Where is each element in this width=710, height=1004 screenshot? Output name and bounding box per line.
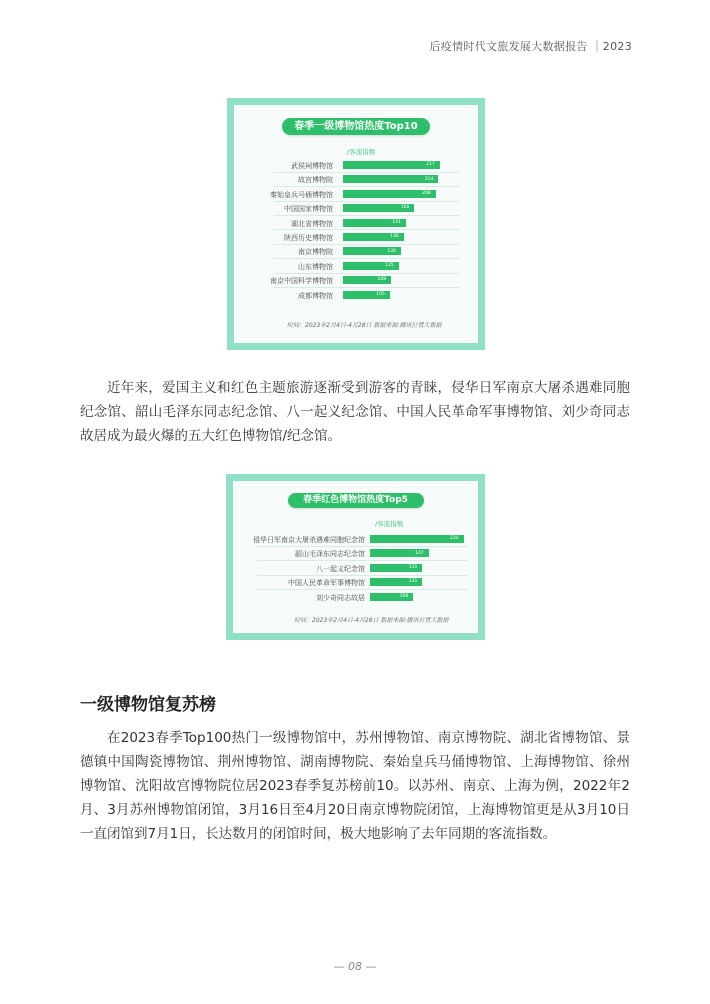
- chart-unit-label: /客流指数: [375, 520, 404, 528]
- bar-value-label: 108: [399, 593, 409, 599]
- bar-track: [370, 564, 466, 572]
- bar-value-label: 214: [424, 176, 434, 182]
- bar-track: [370, 549, 466, 557]
- bar-category-label: 侵华日军南京大屠杀遇难同胞纪念馆: [253, 536, 365, 544]
- bar-track: [343, 291, 450, 299]
- chart-title: 春季红色博物馆热度Top5: [288, 493, 424, 508]
- bar-track: [343, 233, 450, 241]
- bar-category-label: 南京博物院: [298, 248, 333, 257]
- bar-row: [233, 590, 478, 604]
- bar: [343, 247, 401, 255]
- bar: [370, 549, 429, 557]
- bar-category-label: 中国人民革命军事博物馆: [288, 579, 365, 588]
- chart-title: 春季一级博物馆热度Top10: [282, 118, 430, 135]
- chart-source-note: 时间：2023年2月4日-4月28日 数据来源:腾讯位置大数据: [294, 617, 449, 624]
- bar-track: [370, 535, 466, 543]
- bar-value-label: 160: [400, 205, 410, 211]
- bar-category-label: 秦始皇兵马俑博物馆: [270, 190, 333, 199]
- bar-row: [234, 288, 478, 302]
- bar-value-label: 147: [415, 550, 424, 556]
- bar-value-label: 130: [387, 248, 396, 254]
- bar-value-label: 217: [426, 162, 435, 168]
- bar-value-label: 105: [376, 291, 385, 297]
- bar: [343, 262, 399, 270]
- chart-source-note: 时间：2023年2月4日-4月28日 数据来源:腾讯位置大数据: [287, 322, 442, 329]
- bar-category-label: 南京中国科学博物馆: [270, 277, 333, 286]
- bar-category-label: 山东博物馆: [298, 262, 333, 271]
- chart-rows: [233, 532, 478, 607]
- bar-category-label: 湖北省博物馆: [291, 219, 333, 228]
- bar-row: [234, 201, 478, 215]
- bar: [343, 161, 440, 169]
- bar-track: [343, 276, 450, 284]
- bar-track: [343, 161, 450, 169]
- bar-value-label: 208: [422, 191, 431, 197]
- bar-category-label: 武侯祠博物馆: [291, 162, 333, 170]
- bar-category-label: 成都博物馆: [298, 291, 333, 300]
- bar-row: [234, 244, 478, 258]
- bar: [370, 578, 422, 586]
- bar: [343, 204, 414, 212]
- bar-value-label: 234: [450, 536, 459, 542]
- bar-category-label: 故宫博物院: [298, 176, 333, 185]
- bar-track: [343, 247, 450, 255]
- paragraph-red-tourism: 近年来，爱国主义和红色主题旅游逐渐受到游客的青睐，侵华日军南京大屠杀遇难同胞纪念馆、韶山毛泽东同志纪念馆、八一起义纪念馆、中国人民革命军事博物馆、刘少奇同志故居成为最火爆的五大红色博物馆/纪念馆。: [80, 380, 630, 444]
- bar-row: [233, 561, 478, 575]
- bar-value-label: 136: [390, 234, 399, 240]
- bar-value-label: 108: [377, 277, 387, 283]
- bar-value-label: 141: [392, 219, 401, 225]
- bar-category-label: 刘少奇同志故居: [316, 593, 365, 602]
- bar-value-label: 131: [408, 565, 418, 571]
- bar-row: [234, 172, 478, 186]
- bar-category-label: 中国国家博物馆: [284, 205, 333, 214]
- bar-row: [234, 273, 478, 287]
- chart-unit-label: /客流指数: [347, 148, 376, 156]
- bar: [370, 593, 413, 601]
- section-title: 一级博物馆复苏榜: [80, 695, 216, 715]
- page-number: — 08 —: [333, 960, 377, 973]
- bar: [343, 291, 390, 299]
- bar-track: [343, 175, 450, 183]
- bar: [343, 233, 404, 241]
- bar-category-label: 陕西历史博物馆: [284, 234, 333, 242]
- chart-panel: [233, 481, 478, 633]
- chart-panel: [234, 105, 478, 343]
- bar-row: [234, 216, 478, 230]
- bar-row: [234, 259, 478, 273]
- bar-row: [234, 187, 478, 201]
- bar-track: [343, 204, 450, 212]
- bar-value-label: 125: [385, 263, 394, 269]
- bar-track: [343, 262, 450, 270]
- bar-row: [234, 230, 478, 244]
- chart-card-top10: [227, 98, 485, 350]
- bar: [370, 535, 464, 543]
- bar: [343, 175, 438, 183]
- bar-category-label: 韶山毛泽东同志纪念馆: [295, 550, 365, 559]
- bar-track: [343, 219, 450, 227]
- bar-row: [233, 532, 478, 546]
- bar: [343, 190, 436, 198]
- bar-row: [233, 546, 478, 560]
- chart-rows: [234, 158, 478, 308]
- bar-row: [233, 575, 478, 589]
- bar-track: [343, 190, 450, 198]
- report-header: 后疫情时代文旅发展大数据报告 ｜2023: [429, 40, 632, 53]
- paragraph-recovery-list: 在2023春季Top100热门一级博物馆中，苏州博物馆、南京博物院、湖北省博物馆、景德镇中国陶瓷博物馆、荆州博物馆、湖南博物院、秦始皇兵马俑博物馆、上海博物馆、徐州博物馆、沈阳故宫博物院位居2023春季复苏榜前10。以苏州、南京、上海为例，2022年2月、3月苏州博物馆闭馆，3月16日至4月20日南京博物院闭馆，上海博物馆更是从3月10日一直闭馆到7月1日，长达数月的闭馆时间，极大地影响了去年同期的客流指数。: [80, 730, 630, 842]
- bar-track: [370, 593, 466, 601]
- bar-category-label: 八一起义纪念馆: [316, 564, 365, 573]
- bar: [343, 276, 391, 284]
- bar-value-label: 131: [408, 579, 418, 585]
- bar-row: [234, 158, 478, 172]
- bar-track: [370, 578, 466, 586]
- bar: [343, 219, 406, 227]
- bar: [370, 564, 422, 572]
- chart-card-top5: [226, 474, 485, 640]
